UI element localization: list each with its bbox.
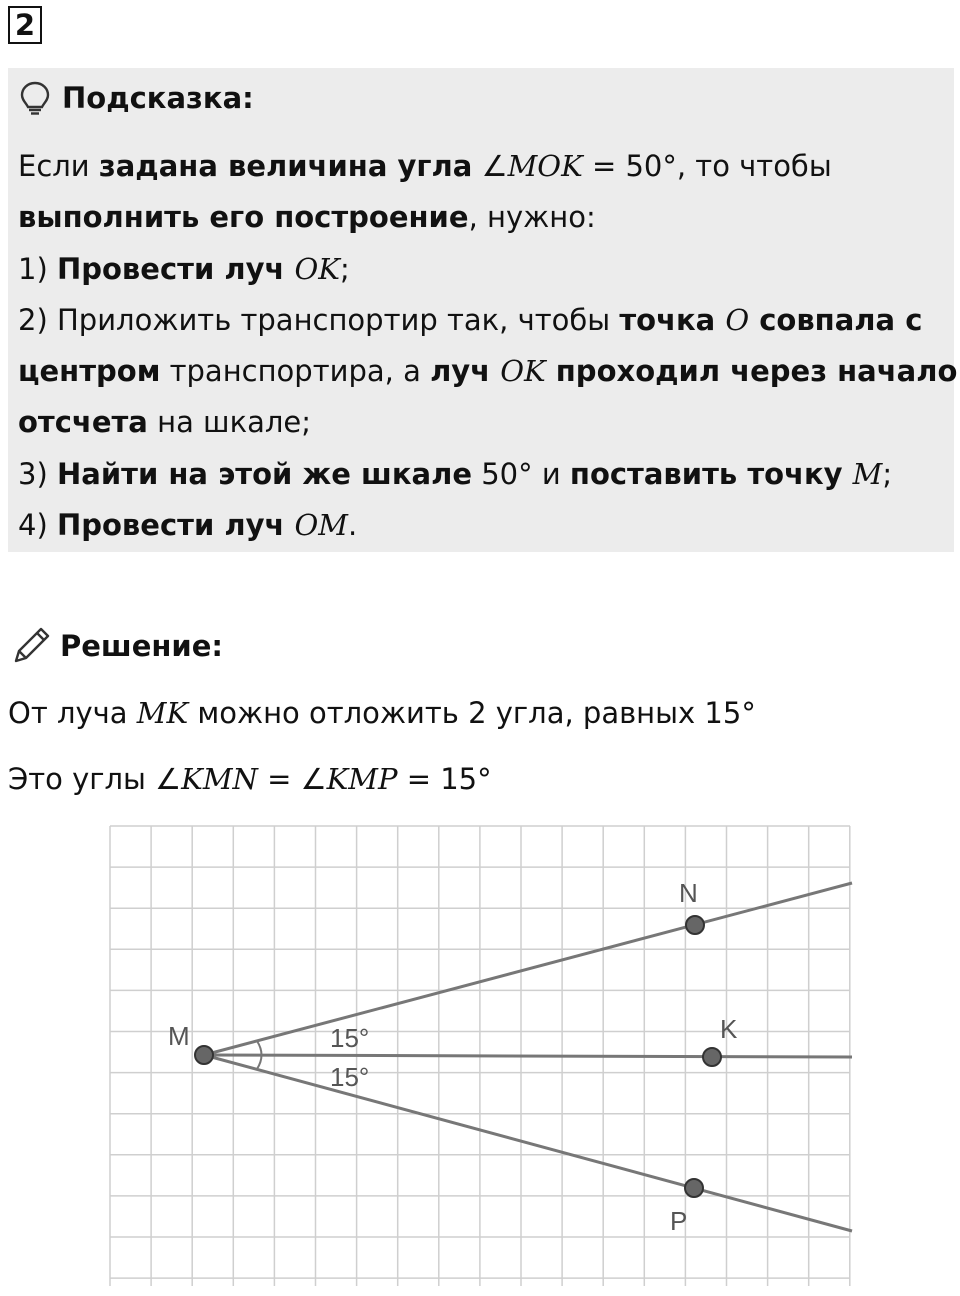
bold-text: отсчета xyxy=(18,405,148,440)
text-run: 4) xyxy=(18,508,57,543)
text-run: транспортира, а xyxy=(160,354,431,389)
text-run: = 15° xyxy=(397,762,492,796)
text-run: . xyxy=(348,508,358,543)
text-run: на шкале; xyxy=(147,405,312,440)
text-run: = ∠ xyxy=(257,762,327,796)
text-run: Это углы ∠ xyxy=(8,762,182,796)
bold-text: центром xyxy=(18,354,161,389)
text-run: ; xyxy=(882,456,893,491)
text-run: ; xyxy=(339,251,350,286)
math-text: KMP xyxy=(326,762,398,796)
text-run: 3) xyxy=(18,456,57,491)
text-run: можно отложить 2 угла, равных 15° xyxy=(188,696,756,730)
bold-text: Найти на этой же шкале xyxy=(56,456,472,491)
point-n xyxy=(686,916,704,934)
bold-text: поставить точку xyxy=(569,456,853,491)
label-m: M xyxy=(168,1021,190,1051)
bold-text: совпала с xyxy=(749,302,923,337)
point-m xyxy=(195,1046,213,1064)
bold-text: проходил через начало xyxy=(545,354,958,389)
text-run: Если xyxy=(18,149,99,183)
ray-mk xyxy=(204,1055,852,1057)
angle-label-lower: 15° xyxy=(330,1062,370,1092)
bold-text: точка xyxy=(619,302,726,337)
text-run: , нужно: xyxy=(468,200,596,235)
text-run: ∠ xyxy=(472,149,508,183)
label-k: K xyxy=(720,1014,738,1044)
solution-title: Решение: xyxy=(60,629,224,663)
label-n: N xyxy=(679,878,698,908)
math-text: OM xyxy=(294,508,348,543)
text-run: 1) xyxy=(18,251,57,286)
math-text: MOK xyxy=(507,149,583,183)
text-run: 2) Приложить транспортир так, чтобы xyxy=(18,302,620,337)
math-text: M xyxy=(852,456,883,491)
math-text: O xyxy=(725,302,750,337)
bold-text: Провести луч xyxy=(56,508,295,543)
bold-text: выполнить его построение xyxy=(18,200,469,235)
math-text: MK xyxy=(136,696,189,730)
text-run: 50° и xyxy=(472,456,570,491)
math-text: OK xyxy=(294,251,340,286)
bold-text: Провести луч xyxy=(56,251,295,286)
label-p: P xyxy=(670,1206,688,1236)
text-run: = 50°, то чтобы xyxy=(582,149,832,183)
text-run: От луча xyxy=(8,696,137,730)
ray-mp xyxy=(204,1055,852,1231)
bold-text: луч xyxy=(430,354,501,389)
point-k xyxy=(703,1048,721,1066)
math-text: KMN xyxy=(181,762,258,796)
task-number: 2 xyxy=(8,6,42,44)
bold-text: задана величина угла xyxy=(98,149,473,183)
angle-label-upper: 15° xyxy=(330,1023,370,1053)
hint-title: Подсказка: xyxy=(62,81,254,115)
math-text: OK xyxy=(500,354,546,389)
point-p xyxy=(685,1179,703,1197)
